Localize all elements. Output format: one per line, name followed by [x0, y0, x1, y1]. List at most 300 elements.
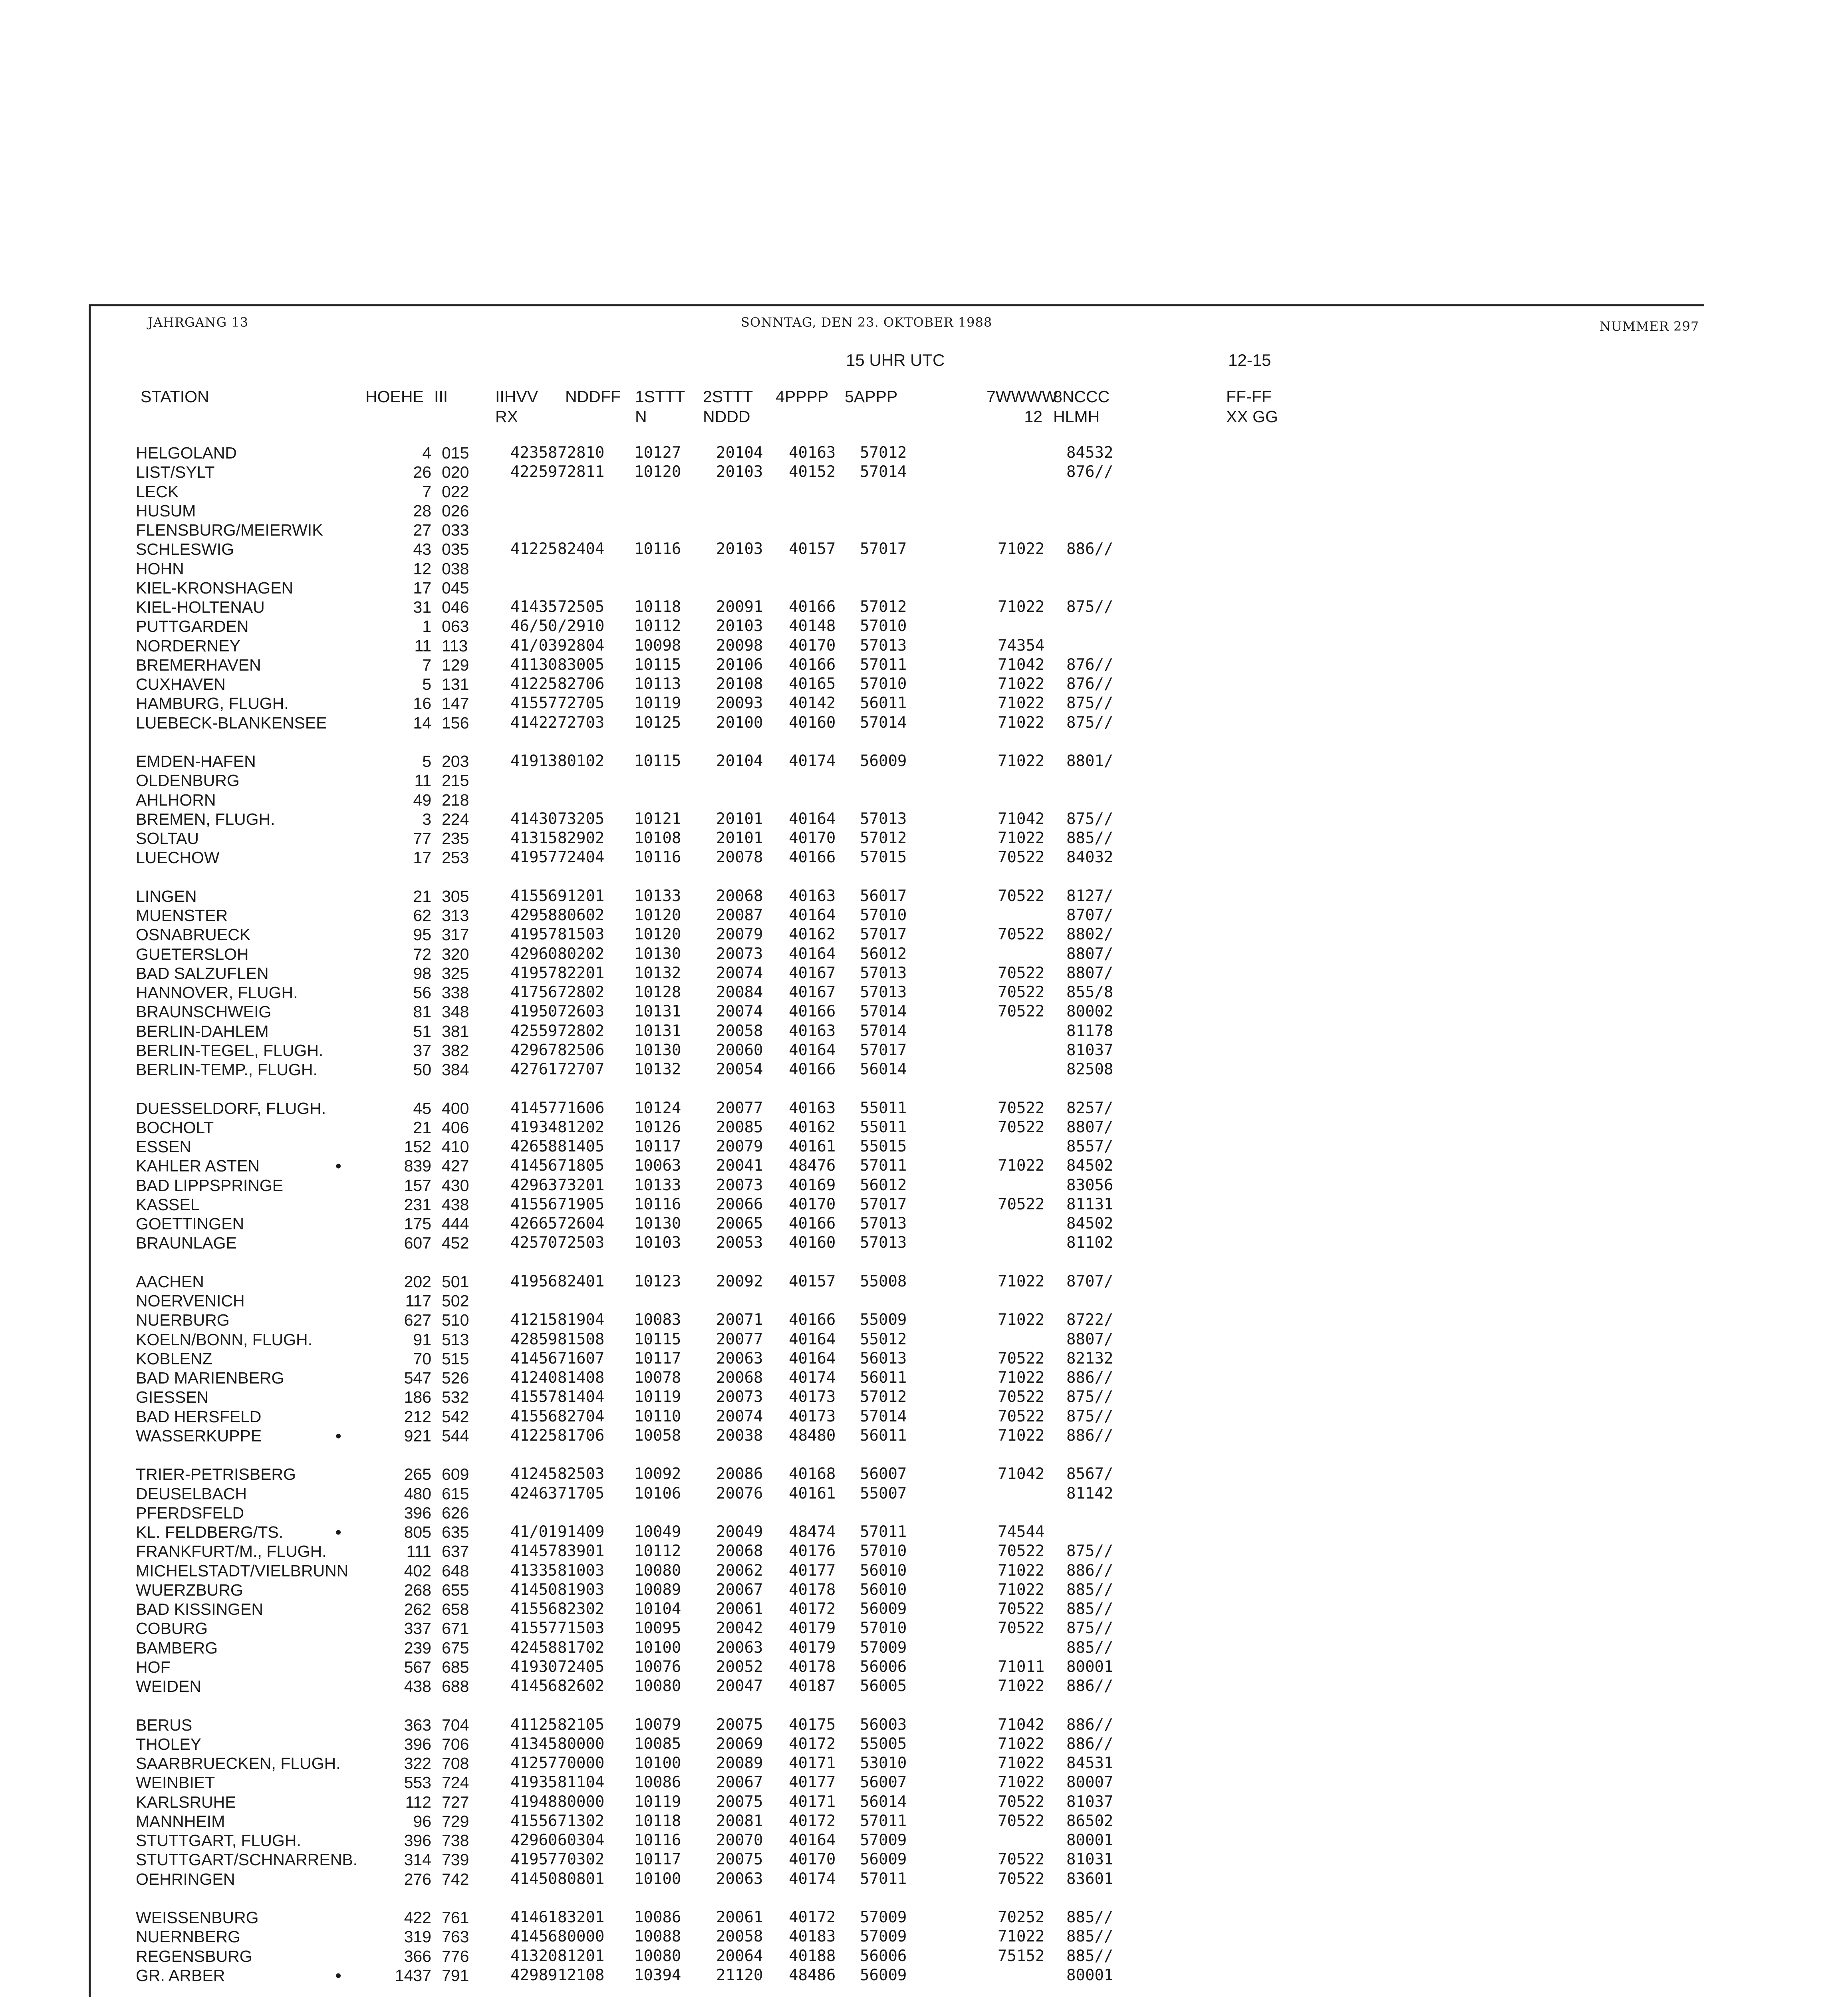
group-4: 20068 [716, 1542, 763, 1560]
station-id: 739 [442, 1850, 469, 1869]
group-6: 57010 [860, 1619, 907, 1638]
station-id: 022 [442, 482, 469, 501]
group-8: 875// [1066, 1388, 1114, 1406]
group-3: 10117 [634, 1349, 681, 1368]
group-1: 41225 [510, 1426, 558, 1445]
group-7: 70522 [998, 1099, 1045, 1117]
station-id: 129 [442, 655, 469, 674]
station-height: 396 [404, 1831, 431, 1850]
station-id: 763 [442, 1928, 469, 1946]
col-ffff-l1: FF-FF [1226, 387, 1272, 406]
group-4: 20108 [716, 675, 763, 693]
mountain-station-marker: • [335, 1966, 341, 1985]
station-height: 152 [404, 1137, 431, 1156]
mountain-station-marker: • [335, 1157, 341, 1175]
station-id: 147 [442, 694, 469, 713]
table-row [0, 559, 1848, 578]
group-2: 81405 [558, 1137, 605, 1155]
group-7: 70522 [998, 848, 1045, 867]
group-4: 20100 [716, 713, 763, 732]
group-3: 10120 [634, 906, 681, 924]
group-1: 42570 [510, 1234, 558, 1252]
col-nddff: NDDFF [565, 387, 621, 406]
group-6: 56009 [860, 752, 907, 770]
group-2: 81003 [558, 1561, 605, 1580]
table-row [0, 983, 1848, 1002]
group-2: 80000 [558, 1793, 605, 1811]
station-name: ESSEN [136, 1137, 191, 1156]
table-row [0, 1561, 1848, 1580]
group-1: 41957 [510, 925, 558, 944]
table-row [0, 1773, 1848, 1792]
group-8: 84531 [1066, 1754, 1114, 1772]
col-ihvv-l1: IIHVV [495, 387, 538, 406]
group-8: 886// [1066, 1426, 1114, 1445]
station-height: 17 [413, 848, 431, 867]
group-3: 10112 [634, 1542, 681, 1560]
station-id: 544 [442, 1426, 469, 1445]
station-id: 637 [442, 1542, 469, 1561]
group-4: 20079 [716, 1137, 763, 1155]
group-4: 20074 [716, 1407, 763, 1425]
group-4: 20060 [716, 1041, 763, 1059]
station-id: 510 [442, 1311, 469, 1330]
group-3: 10130 [634, 1041, 681, 1059]
table-row [0, 1426, 1848, 1445]
group-4: 20077 [716, 1099, 763, 1117]
group-6: 57014 [860, 1002, 907, 1021]
table-row [0, 1388, 1848, 1407]
group-2: 82704 [558, 1407, 605, 1425]
station-height: 21 [413, 887, 431, 905]
station-height: 37 [413, 1041, 431, 1060]
group-8: 8722/ [1066, 1311, 1114, 1329]
station-height: 314 [404, 1850, 431, 1869]
group-7: 71022 [998, 713, 1045, 732]
group-4: 20058 [716, 1928, 763, 1946]
group-5: 40172 [789, 1812, 836, 1830]
station-id: 761 [442, 1908, 469, 1927]
group-1: 41225 [510, 540, 558, 558]
table-row [0, 906, 1848, 925]
group-4: 20104 [716, 752, 763, 770]
group-1: 46/50 [510, 617, 558, 635]
station-id: 203 [442, 752, 469, 770]
group-6: 57009 [860, 1908, 907, 1926]
station-id: 215 [442, 771, 469, 790]
group-8: 81131 [1066, 1195, 1114, 1213]
station-height: 62 [413, 906, 431, 925]
station-name: KASSEL [136, 1195, 200, 1214]
col-iii: III [434, 387, 448, 406]
group-4: 20073 [716, 1176, 763, 1194]
group-8: 8567/ [1066, 1465, 1114, 1483]
col-1sttt-l2: N [635, 407, 647, 426]
station-name: WEINBIET [136, 1773, 215, 1792]
station-id: 131 [442, 675, 469, 693]
table-row [0, 1812, 1848, 1831]
group-6: 56009 [860, 1600, 907, 1618]
group-8: 886// [1066, 1561, 1114, 1580]
group-1: 41430 [510, 810, 558, 828]
station-id: 325 [442, 964, 469, 983]
table-row [0, 925, 1848, 944]
group-2: 81903 [558, 1580, 605, 1599]
group-6: 57010 [860, 906, 907, 924]
group-8: 875// [1066, 1619, 1114, 1638]
group-2: 81408 [558, 1369, 605, 1387]
group-1: 41422 [510, 713, 558, 732]
group-7: 71042 [998, 1465, 1045, 1483]
col-7wwww [987, 387, 1058, 427]
station-id: 542 [442, 1407, 469, 1426]
station-height: 186 [404, 1388, 431, 1407]
group-2: 80102 [558, 752, 605, 770]
group-5: 40166 [789, 655, 836, 674]
station-id: 410 [442, 1137, 469, 1156]
station-id: 015 [442, 444, 469, 462]
station-height: 111 [406, 1542, 431, 1561]
group-8: 875// [1066, 694, 1114, 713]
station-id: 501 [442, 1272, 469, 1291]
group-1: 41930 [510, 1658, 558, 1676]
group-3: 10095 [634, 1619, 681, 1638]
group-3: 10063 [634, 1157, 681, 1175]
table-row [0, 443, 1848, 463]
group-2: 71705 [558, 1484, 605, 1503]
group-6: 57014 [860, 713, 907, 732]
observation-time: 15 UHR UTC [846, 351, 945, 369]
group-4: 20075 [716, 1715, 763, 1734]
station-id: 406 [442, 1118, 469, 1137]
station-name: NUERNBERG [136, 1928, 240, 1946]
group-8: 80007 [1066, 1773, 1114, 1792]
table-row [0, 1947, 1848, 1966]
group-5: 40174 [789, 1369, 836, 1387]
group-6: 55005 [860, 1735, 907, 1753]
station-name: FRANKFURT/M., FLUGH. [136, 1542, 327, 1561]
station-id: 626 [442, 1503, 469, 1522]
station-name: WEIDEN [136, 1677, 201, 1695]
group-7: 70522 [998, 1542, 1045, 1560]
group-1: 42463 [510, 1484, 558, 1503]
table-row [0, 1099, 1848, 1118]
table-row [0, 482, 1848, 501]
station-height: 81 [413, 1002, 431, 1021]
group-7: 71011 [998, 1658, 1045, 1676]
group-6: 57015 [860, 848, 907, 867]
group-5: 40164 [789, 906, 836, 924]
group-4: 20042 [716, 1619, 763, 1638]
group-6: 57010 [860, 675, 907, 693]
group-5: 40148 [789, 617, 836, 635]
group-2: 72505 [558, 598, 605, 616]
group-2: 82401 [558, 1272, 605, 1290]
station-height: 4 [422, 444, 431, 462]
group-1: 41130 [510, 655, 558, 674]
group-7: 70522 [998, 1793, 1045, 1811]
group-6: 53010 [860, 1754, 907, 1772]
group-3: 10394 [634, 1966, 681, 1984]
group-6: 57013 [860, 983, 907, 1001]
group-4: 20067 [716, 1773, 763, 1792]
group-2: 72404 [558, 848, 605, 867]
station-name: COBURG [136, 1619, 208, 1638]
group-5: 40162 [789, 1118, 836, 1136]
group-7: 71022 [998, 1561, 1045, 1580]
station-id: 727 [442, 1793, 469, 1811]
group-7: 71022 [998, 1369, 1045, 1387]
station-name: KOELN/BONN, FLUGH. [136, 1330, 312, 1349]
group-4: 20066 [716, 1195, 763, 1213]
group-4: 20106 [716, 655, 763, 674]
group-4: 20074 [716, 1002, 763, 1021]
group-3: 10106 [634, 1484, 681, 1503]
station-height: 567 [404, 1658, 431, 1676]
group-3: 10115 [634, 752, 681, 770]
table-row [0, 1715, 1848, 1735]
group-5: 40163 [789, 1099, 836, 1117]
table-row [0, 1272, 1848, 1291]
col-station: STATION [141, 387, 209, 406]
station-name: STUTTGART, FLUGH. [136, 1831, 301, 1850]
group-1: 41257 [510, 1754, 558, 1772]
table-row [0, 1484, 1848, 1503]
group-6: 57011 [860, 1812, 907, 1830]
station-height: 77 [413, 829, 431, 848]
group-3: 10089 [634, 1580, 681, 1599]
table-row [0, 1002, 1848, 1021]
station-name: LIST/SYLT [136, 463, 215, 482]
group-1: 42665 [510, 1215, 558, 1233]
station-height: 402 [404, 1561, 431, 1580]
table-row [0, 1580, 1848, 1600]
group-2: 72705 [558, 694, 605, 713]
group-2: 73205 [558, 810, 605, 828]
station-name: BOCHOLT [136, 1118, 214, 1137]
station-height: 98 [413, 964, 431, 983]
station-id: 724 [442, 1773, 469, 1792]
group-3: 10100 [634, 1870, 681, 1888]
station-name: BRAUNSCHWEIG [136, 1002, 272, 1021]
group-1: 41557 [510, 1388, 558, 1406]
station-height: 276 [404, 1870, 431, 1888]
station-height: 1437 [395, 1966, 431, 1985]
group-2: 72802 [558, 983, 605, 1001]
station-name: HOHN [136, 559, 184, 578]
group-8: 885// [1066, 1638, 1114, 1657]
station-id: 382 [442, 1041, 469, 1060]
group-8: 83056 [1066, 1176, 1114, 1194]
group-8: 886// [1066, 1735, 1114, 1753]
station-id: 317 [442, 925, 469, 944]
group-1: 41934 [510, 1118, 558, 1136]
group-5: 40175 [789, 1715, 836, 1734]
group-8: 84032 [1066, 848, 1114, 867]
station-id: 313 [442, 906, 469, 925]
group-7: 71042 [998, 1715, 1045, 1734]
group-8: 84502 [1066, 1157, 1114, 1175]
group-3: 10132 [634, 1060, 681, 1078]
group-1: 41957 [510, 1850, 558, 1869]
col-2sttt-l2: NDDD [703, 407, 750, 426]
station-height: 553 [404, 1773, 431, 1792]
group-6: 57017 [860, 1195, 907, 1213]
group-2: 12108 [558, 1966, 605, 1984]
group-5: 40166 [789, 1311, 836, 1329]
group-4: 20068 [716, 887, 763, 905]
group-7: 70522 [998, 1850, 1045, 1869]
group-5: 40164 [789, 810, 836, 828]
group-8: 8807/ [1066, 1118, 1114, 1136]
group-2: 81202 [558, 1118, 605, 1136]
group-2: 72811 [558, 463, 605, 481]
table-row [0, 1966, 1848, 1985]
table-row [0, 771, 1848, 790]
group-3: 10103 [634, 1234, 681, 1252]
station-name: OLDENBURG [136, 771, 240, 790]
station-height: 117 [405, 1292, 431, 1310]
station-id: 338 [442, 983, 469, 1002]
station-height: 5 [422, 752, 431, 770]
station-name: BAD LIPPSPRINGE [136, 1176, 284, 1195]
group-6: 56009 [860, 1850, 907, 1869]
group-4: 20067 [716, 1580, 763, 1599]
group-1: 41556 [510, 1195, 558, 1213]
group-8: 8802/ [1066, 925, 1114, 944]
mountain-station-marker: • [335, 1426, 341, 1445]
issue-number: NUMMER 297 [1600, 319, 1699, 334]
group-8: 81178 [1066, 1022, 1114, 1040]
group-3: 10126 [634, 1118, 681, 1136]
group-1: 41/01 [510, 1523, 558, 1541]
station-id: 224 [442, 810, 469, 828]
station-name: BAD SALZUFLEN [136, 964, 269, 983]
station-name: STUTTGART/SCHNARRENB. [136, 1850, 358, 1869]
table-row [0, 752, 1848, 771]
group-2: 60304 [558, 1831, 605, 1849]
group-6: 57017 [860, 540, 907, 558]
station-id: 742 [442, 1870, 469, 1888]
group-1: 41245 [510, 1465, 558, 1483]
station-id: 502 [442, 1292, 469, 1310]
group-4: 20064 [716, 1947, 763, 1965]
group-4: 20068 [716, 1369, 763, 1387]
group-1: 41345 [510, 1735, 558, 1753]
table-row [0, 1022, 1848, 1041]
group-4: 20103 [716, 540, 763, 558]
station-id: 235 [442, 829, 469, 848]
table-row [0, 829, 1848, 848]
group-1: 41457 [510, 1542, 558, 1560]
group-7: 70522 [998, 1600, 1045, 1618]
group-5: 40168 [789, 1465, 836, 1483]
station-id: 156 [442, 713, 469, 732]
station-name: BERUS [136, 1715, 193, 1734]
station-id: 348 [442, 1002, 469, 1021]
group-8: 885// [1066, 1908, 1114, 1926]
station-height: 11 [414, 636, 431, 655]
table-row [0, 1233, 1848, 1253]
group-8: 876// [1066, 655, 1114, 674]
station-height: 262 [404, 1600, 431, 1618]
group-3: 10120 [634, 463, 681, 481]
station-id: 729 [442, 1812, 469, 1830]
group-1: 41950 [510, 1002, 558, 1021]
group-1: 41335 [510, 1561, 558, 1580]
group-8: 80001 [1066, 1831, 1114, 1849]
group-6: 57011 [860, 1523, 907, 1541]
table-row [0, 1060, 1848, 1079]
group-7: 74354 [998, 636, 1045, 655]
group-2: 82404 [558, 540, 605, 558]
station-id: 615 [442, 1484, 469, 1503]
group-4: 20070 [716, 1831, 763, 1849]
group-5: 40178 [789, 1658, 836, 1676]
station-height: 72 [413, 945, 431, 963]
group-4: 20041 [716, 1157, 763, 1175]
group-2: 72707 [558, 1060, 605, 1078]
group-7: 71022 [998, 1773, 1045, 1792]
group-2: 80801 [558, 1870, 605, 1888]
station-height: 231 [404, 1195, 431, 1214]
table-row [0, 1600, 1848, 1619]
table-row [0, 1195, 1848, 1214]
group-5: 40170 [789, 636, 836, 655]
col-ihvv [495, 387, 538, 427]
station-id: 685 [442, 1658, 469, 1676]
group-2: 71302 [558, 1812, 605, 1830]
group-4: 20073 [716, 945, 763, 963]
station-height: 239 [404, 1638, 431, 1657]
station-id: 046 [442, 598, 469, 616]
station-name: MUENSTER [136, 906, 228, 925]
group-1: 42559 [510, 1022, 558, 1040]
table-row [0, 675, 1848, 694]
group-7: 71022 [998, 1754, 1045, 1772]
group-6: 56009 [860, 1966, 907, 1984]
station-name: MICHELSTADT/VIELBRUNN [136, 1561, 349, 1580]
group-1: 41957 [510, 964, 558, 982]
group-4: 20089 [716, 1754, 763, 1772]
station-id: 532 [442, 1388, 469, 1407]
group-5: 48476 [789, 1157, 836, 1175]
group-5: 40164 [789, 1330, 836, 1348]
group-2: 71805 [558, 1157, 605, 1175]
table-row [0, 1041, 1848, 1060]
group-4: 20061 [716, 1908, 763, 1926]
group-6: 57009 [860, 1928, 907, 1946]
group-1: 41456 [510, 1677, 558, 1695]
group-7: 71022 [998, 1928, 1045, 1946]
group-7: 70522 [998, 964, 1045, 982]
station-name: FLENSBURG/MEIERWIK [136, 521, 323, 539]
group-1: 41948 [510, 1793, 558, 1811]
group-3: 10104 [634, 1600, 681, 1618]
group-7: 71022 [998, 1157, 1045, 1175]
station-id: 113 [442, 636, 468, 655]
group-1: 41956 [510, 1272, 558, 1290]
group-2: 72503 [558, 1234, 605, 1252]
group-3: 10124 [634, 1099, 681, 1117]
group-6: 57010 [860, 617, 907, 635]
group-5: 40162 [789, 925, 836, 944]
table-row [0, 887, 1848, 906]
station-id: 609 [442, 1465, 469, 1484]
group-1: 42960 [510, 1831, 558, 1849]
group-1: 41435 [510, 598, 558, 616]
group-8: 84502 [1066, 1215, 1114, 1233]
